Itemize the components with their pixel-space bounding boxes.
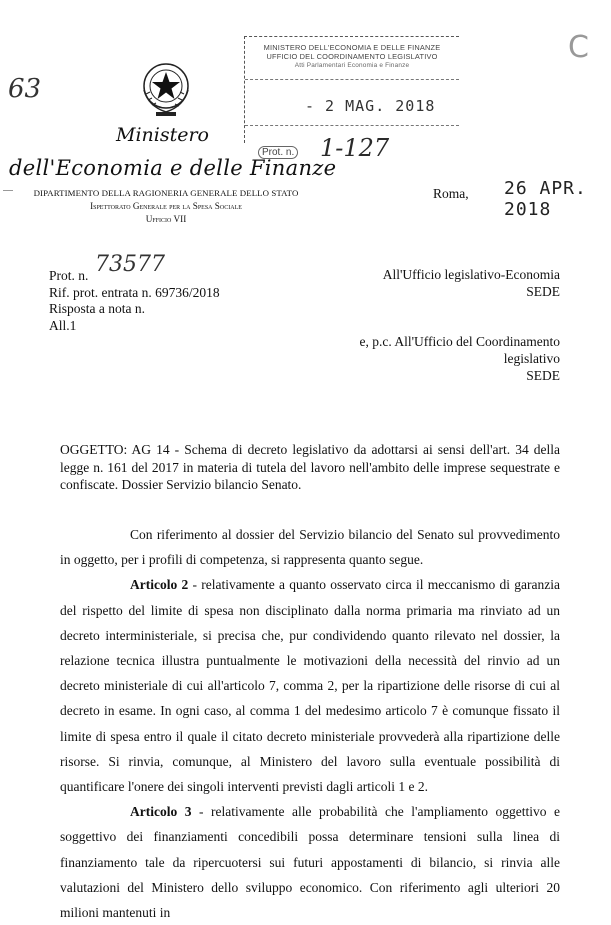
stamp-divider: [245, 79, 459, 80]
stamp-line-office: UFFICIO DEL COORDINAMENTO LEGISLATIVO: [266, 52, 438, 61]
stamp-line-ministry: MINISTERO DELL'ECONOMIA E DELLE FINANZE: [263, 43, 441, 52]
ministry-subtitle: dell'Economia e delle Finanze: [9, 156, 337, 180]
cc-location: SEDE: [526, 368, 560, 383]
margin-handwritten-number: 63: [8, 74, 42, 104]
article-2-paragraph: [60, 572, 560, 799]
ministry-title: Ministero: [116, 124, 209, 146]
stamp-date: - 2 MAG. 2018: [305, 97, 436, 115]
place-label: Roma,: [433, 186, 469, 201]
letter-date-stamp: 26 APR. 2018: [504, 178, 587, 220]
stamp-handwritten-prot: 1-127: [320, 134, 390, 162]
recipient-location: SEDE: [526, 284, 560, 299]
article-3-paragraph: [60, 799, 560, 925]
department-block: [16, 187, 316, 226]
cc-office: e, p.c. All'Ufficio del Coordinamento: [359, 334, 560, 349]
letter-body: [60, 522, 560, 925]
cc-block: [344, 333, 560, 384]
article-2-heading: Articolo 2: [130, 577, 189, 593]
inspectorate-line: Ispettorato Generale per la Spesa Sociale: [90, 201, 242, 211]
corner-handwritten-mark: C: [568, 30, 589, 65]
margin-tick: [3, 190, 13, 191]
article-3-text: - relativamente alle probabilità che l'ampliamento oggettivo e soggettivo dei finanziamenti concedibili possa determinare tensioni sulla linea di finanziamento tale da ripercuotersi sui futuri appostamenti di bilancio, si rinvia alle valutazioni del Ministero dello sviluppo economico. Con riferimento agli ulteriori 20 milioni mantenuti in: [60, 804, 561, 921]
department-line: DIPARTIMENTO DELLA RAGIONERIA GENERALE DELLO STATO: [33, 188, 299, 198]
article-2-text: - relativamente a quanto osservato circa il meccanismo di garanzia del rispetto del limite di spesa non disciplinato dalla norma primaria ma rinviato ad un decreto interministeriale, si precisa che, pur condividendo quanto rilevato nel dossier, la relazione tecnica illustra puntualmente le motivazioni della necessità del rinvio ad un decreto ministeriale di cui all'articolo 7, comma 2, per la ripartizione delle risorse di cui al decreto in esame. In ogni caso, al comma 1 del medesimo articolo 7 è comunque fissato il limite di spesa entro il quale il citato decreto ministeriale provvederà alla ripartizione delle risorse. Si rinvia, comunque, al Ministero del lavoro sulla eventuale possibilità di quantificare l'onere dei singoli interventi previsti dagli articoli 1 e 2.: [60, 577, 560, 795]
attachments: All.1: [49, 317, 77, 333]
article-3-heading: Articolo 3: [130, 804, 192, 820]
cc-office-cont: legislativo: [503, 351, 560, 366]
subject-paragraph: OGGETTO: AG 14 - Schema di decreto legislativo da adottarsi ai sensi dell'art. 34 della legge n. 161 del 2017 in materia di tutela del lavoro nell'ambito delle imprese sequestrate e confiscate. Dossier Servizio bilancio Senato.: [60, 442, 560, 492]
recipient-block: [380, 266, 560, 300]
office-line: Ufficio VII: [145, 214, 187, 224]
protocol-block: [49, 268, 220, 334]
stamp-prot-label: Prot. n.: [258, 146, 298, 159]
protocol-stamp: [244, 36, 459, 143]
intro-paragraph: Con riferimento al dossier del Servizio bilancio del Senato sul provvedimento in oggetto, per i profili di competenza, si rappresenta quanto segue.: [60, 527, 560, 568]
reply-to-note: Risposta a nota n.: [49, 301, 145, 316]
reference-protocol: Rif. prot. entrata n. 69736/2018: [49, 284, 220, 300]
handwritten-protocol-number: 73577: [95, 252, 165, 277]
stamp-divider: [245, 125, 459, 126]
recipient-office: All'Ufficio legislativo-Economia: [382, 267, 560, 282]
republic-emblem-icon: [138, 58, 194, 118]
protocol-number-label: Prot. n.: [49, 268, 89, 283]
stamp-line-atti: Atti Parlamentari Economia e Finanze: [294, 62, 410, 69]
